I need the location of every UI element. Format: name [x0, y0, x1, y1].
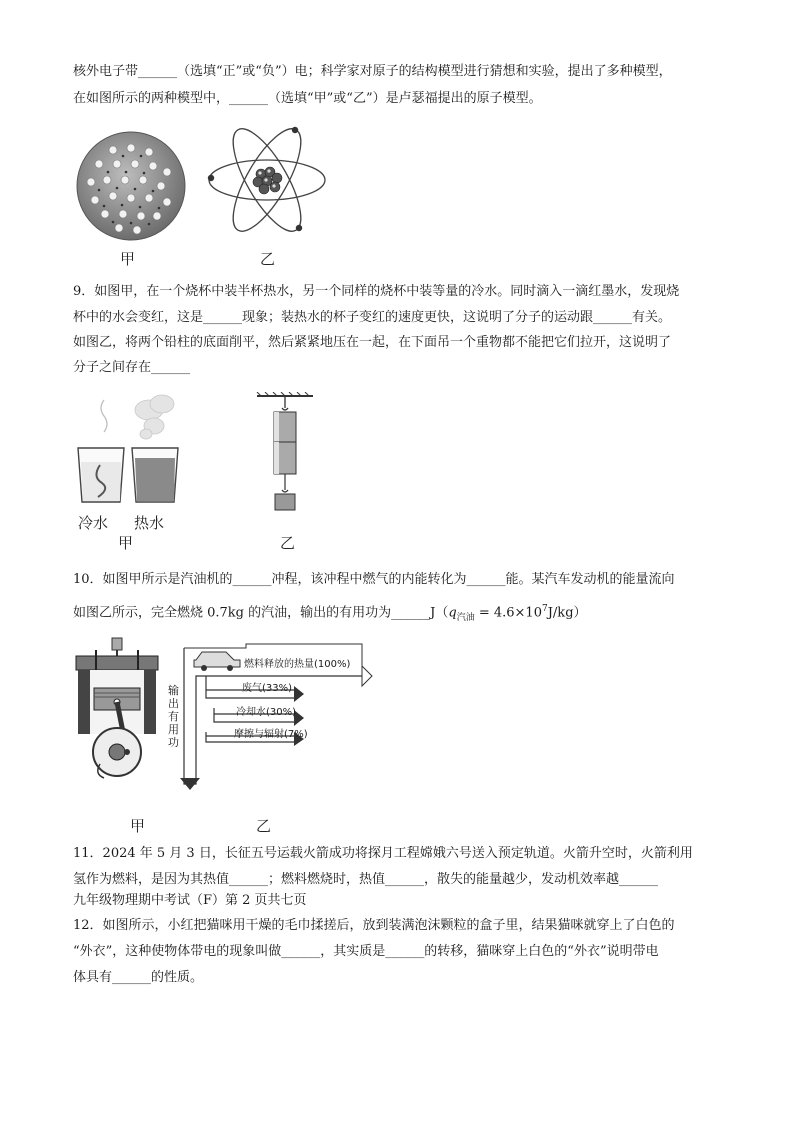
nuclear-atom-model-figure — [205, 118, 330, 243]
plum-pudding-model-figure — [73, 128, 188, 243]
q10-line-1: 10．如图甲所示是汽油机的______冲程，该冲程中燃气的内能转化为______能。某汽车发动机的能量流向 — [73, 572, 675, 587]
lead-cylinders-figure — [255, 392, 315, 528]
q9-line-1: 9．如图甲，在一个烧杯中装半杯热水，另一个同样的烧杯中装等量的冷水。同时滴入一滴红墨水，发现烧 — [73, 284, 680, 299]
q10-line-2-text: 如图乙所示，完全燃烧 0.7kg 的汽油，输出的有用功为______J（ — [73, 605, 449, 621]
formula-value: = 4.6×10 — [474, 605, 542, 621]
q8-caption-a: 甲 — [120, 250, 136, 268]
flow-label-total: 燃料释放的热量(100%) — [244, 659, 351, 670]
formula-exponent: 7 — [541, 604, 548, 614]
q12-line-3: 体具有______的性质。 — [73, 970, 204, 985]
q12-line-2: “外衣”，这种使物体带电的现象叫做______，其实质是______的转移，猫咪穿上白色的“外衣”说明带电 — [73, 944, 659, 959]
q10-caption-a: 甲 — [130, 817, 146, 835]
q8-line-1: 核外电子带______（选填“正”或“负”）电；科学家对原子的结构模型进行猜想和实验，提出了多种模型， — [73, 64, 672, 79]
formula-unit: J/kg） — [547, 605, 587, 621]
q11-line-1: 11．2024 年 5 月 3 日，长征五号运载火箭成功将探月工程嫦娥六号送入预定轨道。火箭升空时，火箭利用 — [73, 846, 693, 861]
q9-line-4: 分子之间存在______ — [73, 360, 191, 375]
q10-caption-b: 乙 — [256, 817, 272, 835]
q9-line-3: 如图乙，将两个铅柱的底面削平，然后紧紧地压在一起，在下面吊一个重物都不能把它们拉开，这说明了 — [73, 335, 672, 350]
flow-label-output: 输出有用功 — [168, 684, 179, 749]
q8-line-2: 在如图所示的两种模型中，______（选填“甲”或“乙”）是卢瑟福提出的原子模型。 — [73, 91, 542, 106]
q9-caption-b: 乙 — [280, 534, 296, 552]
formula-subscript: 汽油 — [456, 612, 475, 623]
ink-diffusion-beakers-figure — [74, 390, 189, 510]
label-hot-water: 热水 — [134, 514, 165, 532]
flow-label-cooling: 冷却水(30%) — [236, 707, 297, 718]
gasoline-engine-figure — [72, 636, 162, 781]
label-cold-water: 冷水 — [78, 514, 109, 532]
q12-line-1: 12．如图所示，小红把猫咪用干燥的毛巾揉搓后，放到装满泡沫颗粒的盒子里，结果猫咪就穿上了白色的 — [73, 918, 675, 933]
energy-flow-diagram — [166, 640, 380, 790]
flow-label-friction: 摩擦与辐射(7%) — [234, 729, 308, 740]
formula-q: q — [448, 605, 457, 621]
q9-caption-a: 甲 — [118, 534, 134, 552]
q9-line-2: 杯中的水会变红，这是______现象；装热水的杯子变红的速度更快，这说明了分子的运动跟______有关。 — [73, 310, 672, 325]
q11-line-2: 氢作为燃料，是因为其热值______；燃料燃烧时，热值______，散失的能量越少，发动机效率越______ — [73, 872, 659, 887]
q10-line-2 — [73, 601, 587, 626]
q8-caption-b: 乙 — [260, 250, 276, 268]
flow-label-exhaust: 废气(33%) — [242, 683, 293, 694]
page-footer: 九年级物理期中考试（F）第 2 页共七页 — [73, 893, 307, 908]
